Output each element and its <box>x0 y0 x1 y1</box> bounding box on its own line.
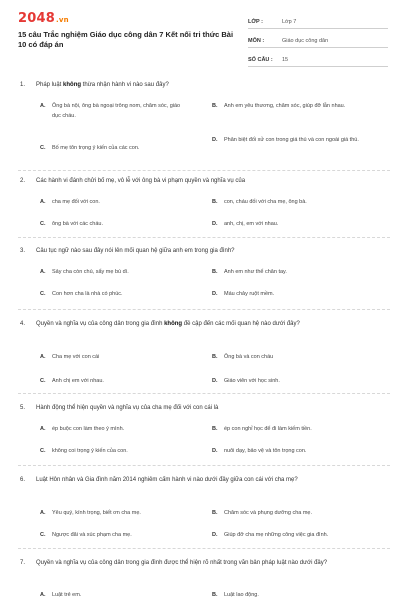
option-text: Cha mẹ với con cái <box>52 354 100 360</box>
question-text-emphasis: không <box>63 82 82 88</box>
option-text: Ông bà và con cháu <box>224 354 274 360</box>
option-c[interactable] <box>40 531 190 541</box>
option-letter: B. <box>212 269 218 275</box>
question-number: 2. <box>20 178 26 184</box>
option-text: Giúp đỡ cha mẹ những công việc gia đình. <box>224 532 329 538</box>
question-text-pre: Quyền và nghĩa vụ của công dân trong gia đình <box>36 321 165 327</box>
option-a[interactable] <box>40 198 190 208</box>
option-letter: B. <box>212 103 218 109</box>
option-letter: C. <box>40 378 46 384</box>
logo-domain: .vn <box>55 16 69 24</box>
question-divider <box>18 548 390 549</box>
meta-subject-label: MÔN : <box>248 38 265 44</box>
question-stem <box>20 475 390 485</box>
question-text-pre: Pháp luật <box>36 82 64 88</box>
option-letter: A. <box>40 103 46 109</box>
option-letter: C. <box>40 448 46 454</box>
question-divider <box>18 465 390 466</box>
meta-class-label: LỚP : <box>248 19 263 25</box>
option-letter: C. <box>40 291 46 297</box>
question-number: 7. <box>20 560 26 566</box>
option-text: Luật lao động. <box>224 592 259 598</box>
option-letter: B. <box>212 426 218 432</box>
option-d[interactable] <box>212 136 380 146</box>
option-c[interactable] <box>40 220 190 230</box>
option-text: Yêu quý, kính trọng, biết ơn cha mẹ. <box>52 510 141 516</box>
option-text: Sảy cha còn chú, sẩy mẹ bú dì. <box>52 269 129 275</box>
option-letter: A. <box>40 354 46 360</box>
option-text: ép buộc con làm theo ý mình. <box>52 426 125 432</box>
document-header <box>0 0 400 70</box>
option-text: Phân biệt đối xử con trong giá thú và con ngoài giá thú. <box>224 137 359 143</box>
site-logo[interactable] <box>18 11 69 26</box>
option-letter: B. <box>212 354 218 360</box>
option-letter: D. <box>212 221 218 227</box>
logo-number: 2048 <box>18 11 55 26</box>
option-letter: D. <box>212 532 218 538</box>
option-text: Bố mẹ tôn trọng ý kiến của các con. <box>52 145 140 151</box>
option-a[interactable] <box>40 268 190 278</box>
meta-count-label: SỐ CÂU : <box>248 57 273 63</box>
option-d[interactable] <box>212 447 380 457</box>
question-text: Câu tục ngữ nào sau đây nói lên mối quan hệ giữa anh em trong gia đình? <box>36 248 235 254</box>
question-divider <box>18 393 390 394</box>
option-letter: D. <box>212 291 218 297</box>
question-stem <box>20 176 390 186</box>
question-text: Hành động thể hiện quyền và nghĩa vụ của cha mẹ đối với con cái là <box>36 405 219 411</box>
option-letter: A. <box>40 426 46 432</box>
option-a[interactable] <box>40 425 190 435</box>
option-c[interactable] <box>40 144 190 154</box>
option-text: Con hơn cha là nhà có phúc. <box>52 291 123 297</box>
question-number: 6. <box>20 477 26 483</box>
question-number: 3. <box>20 248 26 254</box>
option-d[interactable] <box>212 290 380 300</box>
question-number: 5. <box>20 405 26 411</box>
option-letter: C. <box>40 221 46 227</box>
option-b[interactable] <box>212 509 380 519</box>
question-divider <box>18 237 390 238</box>
option-letter: A. <box>40 592 46 598</box>
question-stem <box>20 246 390 256</box>
question-text-post: đề cập đến các mối quan hệ nào dưới đây? <box>182 321 300 327</box>
option-b[interactable] <box>212 353 380 363</box>
option-letter: C. <box>40 532 46 538</box>
option-text: Máu chảy ruột mềm. <box>224 291 275 297</box>
option-b[interactable] <box>212 102 380 112</box>
option-text: ông bà với các cháu. <box>52 221 103 227</box>
option-letter: C. <box>40 145 46 151</box>
option-letter: D. <box>212 137 218 143</box>
document-meta <box>248 12 388 67</box>
question-text: Quyền và nghĩa vụ của công dân trong gia đình được thể hiện rõ nhất trong văn bản pháp luật nào dưới đây? <box>36 560 328 566</box>
meta-class-row <box>248 12 388 29</box>
option-text: Ông bà nội, ông bà ngoại trông nom, chăm sóc, giáo dục cháu. <box>52 103 181 119</box>
question-divider <box>18 309 390 310</box>
document-title: 15 câu Trắc nghiệm Giáo dục công dân 7 Kết nối tri thức Bài 10 có đáp án <box>18 30 234 49</box>
option-letter: B. <box>212 199 218 205</box>
option-b[interactable] <box>212 198 380 208</box>
meta-subject-value: Giáo dục công dân <box>282 38 329 44</box>
option-text: Ngược đãi và xúc phạm cha mẹ. <box>52 532 132 538</box>
option-d[interactable] <box>212 377 380 387</box>
question-stem <box>20 319 390 329</box>
option-b[interactable] <box>212 268 380 278</box>
option-c[interactable] <box>40 377 190 387</box>
option-letter: A. <box>40 269 46 275</box>
option-d[interactable] <box>212 531 390 541</box>
question-stem <box>20 80 390 90</box>
option-text: Anh em yêu thương, chăm sóc, giúp đỡ lẫn nhau. <box>224 103 346 109</box>
option-a[interactable] <box>40 591 190 600</box>
option-text: ép con nghỉ học để đi làm kiếm tiền. <box>224 426 312 432</box>
question-stem <box>20 403 390 413</box>
option-text: Anh chị em với nhau. <box>52 378 104 384</box>
option-text: không coi trọng ý kiến của con. <box>52 448 128 454</box>
option-text: Anh em như thể chân tay. <box>224 269 287 275</box>
meta-class-value: Lớp 7 <box>282 19 297 25</box>
option-letter: A. <box>40 510 46 516</box>
question-text <box>36 80 390 90</box>
meta-subject-row <box>248 31 388 48</box>
option-text: cha mẹ đối với con. <box>52 199 100 205</box>
option-text: Giáo viên với học sinh. <box>224 378 280 384</box>
option-b[interactable] <box>212 591 380 600</box>
meta-count-row <box>248 50 388 67</box>
option-text: nuôi dạy, bảo vệ và tôn trọng con. <box>224 448 307 454</box>
option-c[interactable] <box>40 447 190 457</box>
question-number: 1. <box>20 82 26 88</box>
question-number: 4. <box>20 321 26 327</box>
option-text: con, cháu đối với cha mẹ, ông bà. <box>224 199 307 205</box>
option-letter: A. <box>40 199 46 205</box>
question-text: Các hành vi đánh chửi bố mẹ, vô lễ với ông bà vi phạm quyền và nghĩa vụ của <box>36 178 246 184</box>
question-text-post: thừa nhận hành vi nào sau đây? <box>81 82 169 88</box>
question-divider <box>18 170 390 171</box>
option-letter: B. <box>212 510 218 516</box>
option-letter: D. <box>212 448 218 454</box>
option-a[interactable] <box>40 509 190 519</box>
question-stem <box>20 558 390 568</box>
question-text: Luật Hôn nhân và Gia đình năm 2014 nghiêm cấm hành vi nào dưới đây giữa con cái với cha mẹ? <box>36 477 298 483</box>
option-text: anh, chị, em với nhau. <box>224 221 279 227</box>
option-b[interactable] <box>212 425 380 435</box>
option-text: Luật trẻ em. <box>52 592 82 598</box>
option-a[interactable] <box>40 353 190 363</box>
meta-count-value: 15 <box>282 57 289 63</box>
option-letter: B. <box>212 592 218 598</box>
option-c[interactable] <box>40 290 190 300</box>
question-text-emphasis: không <box>164 321 183 327</box>
option-a[interactable] <box>40 102 190 121</box>
option-letter: D. <box>212 378 218 384</box>
question-text <box>36 319 390 329</box>
option-d[interactable] <box>212 220 380 230</box>
option-text: Chăm sóc và phụng dưỡng cha mẹ. <box>224 510 313 516</box>
